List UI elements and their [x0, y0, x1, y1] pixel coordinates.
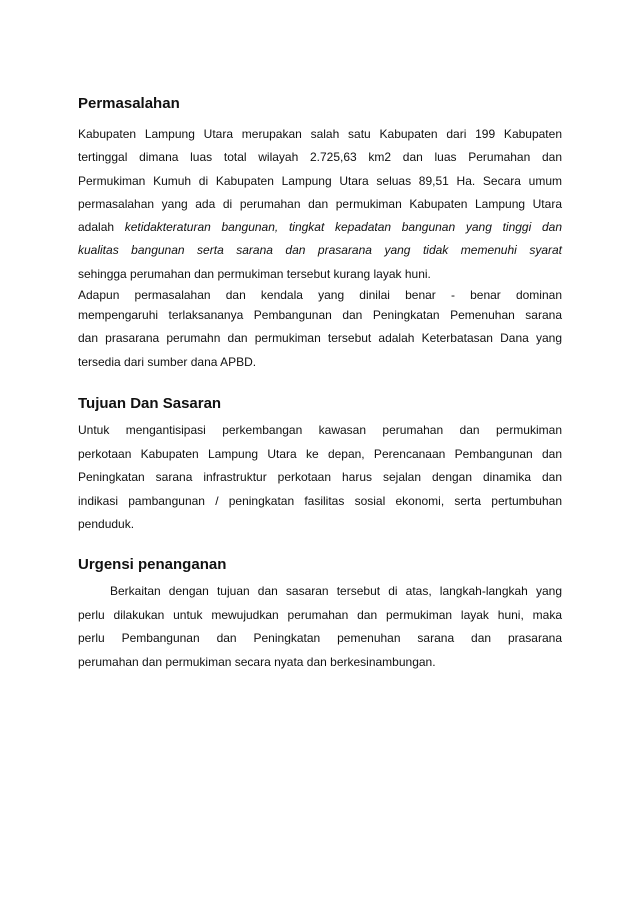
text-line: tersedia dari sumber dana APBD. — [78, 354, 257, 369]
section-body — [78, 580, 562, 674]
text-line: Untuk mengantisipasi perkembangan kawasan perumahan dan permukiman — [78, 423, 562, 437]
text-line — [78, 239, 562, 262]
italic-fragment: kualitas bangunan serta sarana dan prasarana yang tidak memenuhi syarat — [78, 243, 562, 258]
text-line: Permukiman Kumuh di Kabupaten Lampung Utara seluas 89,51 Ha. Secara umum — [78, 173, 562, 188]
text-line: indikasi pambangunan / peningkatan fasilitas sosial ekonomi, serta pertumbuhan — [78, 493, 562, 508]
section-urgensi-penanganan — [78, 555, 562, 674]
section-heading: Urgensi penanganan — [78, 556, 227, 573]
text-line: penduduk. — [78, 517, 135, 532]
section-body — [78, 419, 562, 537]
text-line: Kabupaten Lampung Utara merupakan salah satu Kabupaten dari 199 Kabupaten — [78, 127, 562, 141]
text-line: Berkaitan dengan tujuan dan sasaran tersebut di atas, langkah-langkah yang — [110, 584, 562, 598]
section-tujuan-dan-sasaran — [78, 394, 562, 537]
text-line: perlu Pembangunan dan Peningkatan pemenuhan sarana dan prasarana — [78, 631, 562, 646]
text-line: perumahan dan permukiman secara nyata dan berkesinambungan. — [78, 654, 436, 669]
section-body — [78, 123, 562, 374]
section-heading: Permasalahan — [78, 95, 180, 112]
text-line: perkotaan Kabupaten Lampung Utara ke depan, Perencanaan Pembangunan dan — [78, 446, 562, 461]
text-line: permasalahan yang ada di perumahan dan permukiman Kabupaten Lampung Utara — [78, 196, 562, 211]
text-line: sehingga perumahan dan permukiman tersebut kurang layak huni. — [78, 266, 431, 281]
text-line: Adapun permasalahan dan kendala yang dinilai benar - benar dominan — [78, 288, 562, 303]
text-line: tertinggal dimana luas total wilayah 2.725,63 km2 dan luas Perumahan dan — [78, 150, 562, 165]
text-line-mixed — [78, 216, 562, 239]
text-fragment: adalah — [78, 220, 125, 235]
text-line: mempengaruhi terlaksananya Pembangunan dan Peningkatan Pemenuhan sarana — [78, 308, 562, 323]
text-line: dan prasarana perumahn dan permukiman tersebut adalah Keterbatasan Dana yang — [78, 331, 562, 346]
text-line: Peningkatan sarana infrastruktur perkotaan harus sejalan dengan dinamika dan — [78, 470, 562, 485]
text-line: perlu dilakukan untuk mewujudkan perumahan dan permukiman layak huni, maka — [78, 607, 562, 622]
section-permasalahan — [78, 94, 562, 374]
italic-fragment: ketidakteraturan bangunan, tingkat kepadatan bangunan yang tinggi dan — [124, 220, 563, 235]
section-heading: Tujuan Dan Sasaran — [78, 395, 222, 412]
